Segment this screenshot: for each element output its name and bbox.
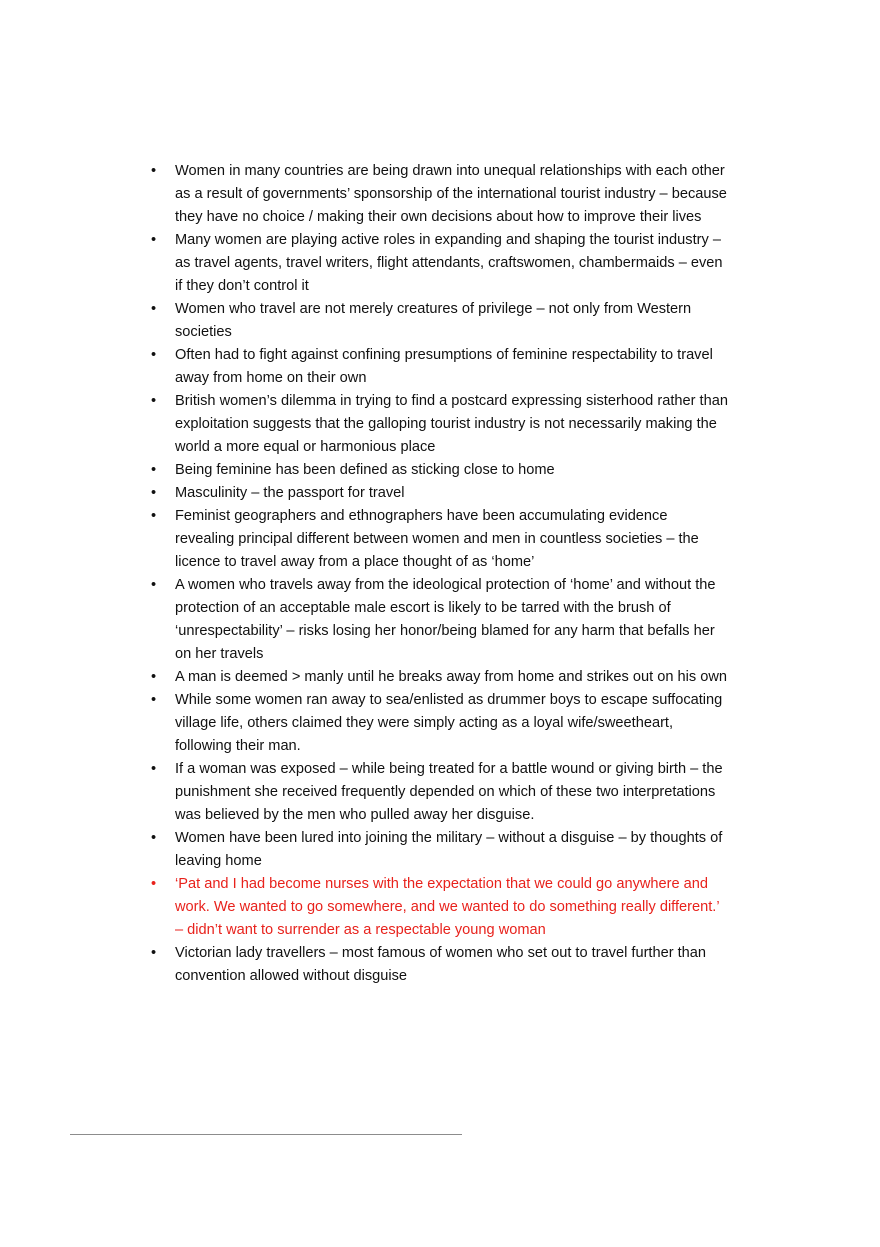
bullet-item xyxy=(150,390,730,459)
bullet-item xyxy=(150,689,730,758)
bullet-marker: • xyxy=(151,945,157,961)
bullet-marker: • xyxy=(151,577,157,593)
bullet-marker: • xyxy=(151,669,157,685)
bullet-text: Masculinity – the passport for travel xyxy=(175,485,405,501)
bullet-item xyxy=(150,873,730,942)
bullet-text: A women who travels away from the ideological protection of ‘home’ and without the protection of an acceptable male escort is likely to be tarred with the brush of ‘unrespectability’ – risks losing her honor/being blamed for any harm that befalls her on her travels xyxy=(175,577,716,662)
bullet-text: ‘Pat and I had become nurses with the expectation that we could go anywhere and work. We wanted to go somewhere, and we wanted to do something really different.’ – didn’t want to surrender as a respectable young woman xyxy=(175,876,720,938)
bullet-marker: • xyxy=(151,508,157,524)
bullet-marker: • xyxy=(151,485,157,501)
bullet-item xyxy=(150,505,730,574)
bullet-item xyxy=(150,942,730,988)
bullet-item xyxy=(150,482,730,505)
bullet-item xyxy=(150,229,730,298)
footnote-separator xyxy=(70,1134,462,1135)
bullet-text: Being feminine has been defined as sticking close to home xyxy=(175,462,555,478)
bullet-marker: • xyxy=(151,692,157,708)
bullet-text: A man is deemed > manly until he breaks away from home and strikes out on his own xyxy=(175,669,728,685)
bullet-item xyxy=(150,344,730,390)
bullet-text: Women who travel are not merely creatures of privilege – not only from Western societies xyxy=(175,301,692,340)
bullet-marker: • xyxy=(151,347,157,363)
bullet-item xyxy=(150,298,730,344)
bullet-item xyxy=(150,459,730,482)
bullet-marker: • xyxy=(151,761,157,777)
notes-bullet-list xyxy=(150,160,730,988)
bullet-item xyxy=(150,574,730,666)
bullet-text: Feminist geographers and ethnographers have been accumulating evidence revealing principal different between women and men in countless societies – the licence to travel away from a place thought of as ‘home’ xyxy=(175,508,699,570)
bullet-marker: • xyxy=(151,393,157,409)
bullet-item xyxy=(150,666,730,689)
bullet-marker: • xyxy=(151,876,157,892)
bullet-marker: • xyxy=(151,301,157,317)
bullet-text: If a woman was exposed – while being treated for a battle wound or giving birth – the punishment she received frequently depended on which of these two interpretations was believed by the men who pulled away her disguise. xyxy=(175,761,723,823)
bullet-marker: • xyxy=(151,163,157,179)
bullet-text: While some women ran away to sea/enlisted as drummer boys to escape suffocating village life, others claimed they were simply acting as a loyal wife/sweetheart, following their man. xyxy=(175,692,723,754)
bullet-item xyxy=(150,758,730,827)
bullet-text: Victorian lady travellers – most famous of women who set out to travel further than convention allowed without disguise xyxy=(175,945,707,984)
bullet-text: Women have been lured into joining the military – without a disguise – by thoughts of leaving home xyxy=(175,830,723,869)
bullet-text: Women in many countries are being drawn into unequal relationships with each other as a result of governments’ sponsorship of the international tourist industry – because they have no choice / making their own decisions about how to improve their lives xyxy=(175,163,727,225)
bullet-marker: • xyxy=(151,232,157,248)
bullet-item xyxy=(150,827,730,873)
bullet-marker: • xyxy=(151,462,157,478)
bullet-item xyxy=(150,160,730,229)
bullet-marker: • xyxy=(151,830,157,846)
bullet-text: British women’s dilemma in trying to find a postcard expressing sisterhood rather than exploitation suggests that the galloping tourist industry is not necessarily making the world a more equal or harmonious place xyxy=(175,393,728,455)
bullet-text: Many women are playing active roles in expanding and shaping the tourist industry – as travel agents, travel writers, flight attendants, craftswomen, chambermaids – even if they don’t control it xyxy=(175,232,723,294)
bullet-text: Often had to fight against confining presumptions of feminine respectability to travel away from home on their own xyxy=(175,347,713,386)
